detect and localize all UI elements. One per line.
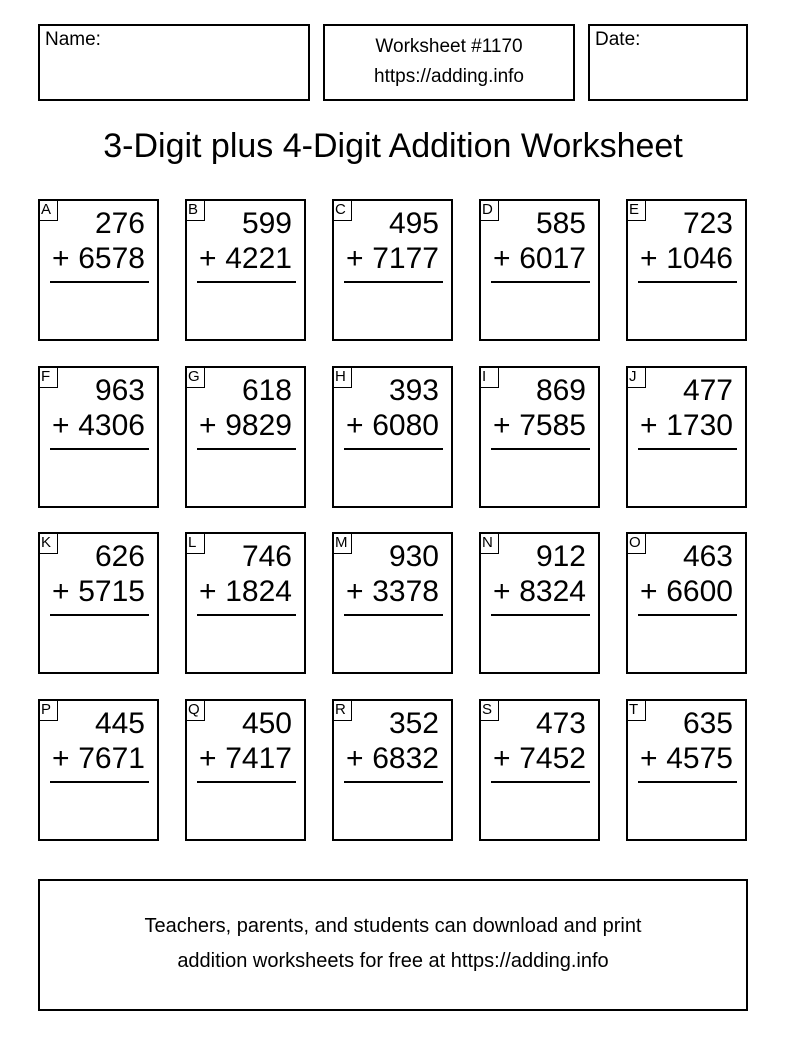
problem-card: [332, 199, 453, 341]
plus-sign: +: [199, 409, 217, 442]
worksheet-id: Worksheet #1170: [375, 36, 523, 57]
addend-bottom: 6017: [519, 242, 586, 275]
problem-card: [479, 199, 600, 341]
answer-line: [491, 281, 590, 283]
problem-card: [185, 199, 306, 341]
plus-sign: +: [346, 742, 364, 775]
problem-card: [185, 366, 306, 508]
problem-letter: A: [38, 199, 58, 221]
addend-top: 746: [241, 540, 292, 573]
answer-line: [491, 781, 590, 783]
answer-line: [344, 781, 443, 783]
problem-letter: J: [626, 366, 646, 388]
name-field[interactable]: [38, 24, 310, 101]
plus-sign: +: [346, 242, 364, 275]
answer-line: [197, 614, 296, 616]
addend-top: 869: [535, 374, 586, 407]
addend-bottom: 4306: [78, 409, 145, 442]
addend-top: 618: [241, 374, 292, 407]
worksheet-url: https://adding.info: [374, 66, 524, 87]
answer-line: [50, 448, 149, 450]
problem-card: [38, 532, 159, 674]
addend-bottom: 7417: [225, 742, 292, 775]
addend-top: 276: [94, 207, 145, 240]
addend-bottom: 8324: [519, 575, 586, 608]
answer-line: [344, 448, 443, 450]
worksheet-info-box: [323, 24, 575, 101]
name-label: Name:: [45, 29, 101, 50]
addend-top: 599: [241, 207, 292, 240]
addend-top: 495: [388, 207, 439, 240]
date-label: Date:: [595, 29, 641, 50]
plus-sign: +: [640, 409, 658, 442]
problem-card: [626, 366, 747, 508]
problem-card: [185, 699, 306, 841]
addend-bottom: 4575: [666, 742, 733, 775]
problem-letter: F: [38, 366, 58, 388]
answer-line: [197, 281, 296, 283]
answer-line: [197, 781, 296, 783]
problem-letter: C: [332, 199, 352, 221]
plus-sign: +: [52, 575, 70, 608]
problem-letter: B: [185, 199, 205, 221]
problem-letter: H: [332, 366, 352, 388]
problem-letter: O: [626, 532, 646, 554]
answer-line: [50, 281, 149, 283]
answer-line: [638, 448, 737, 450]
problem-letter: Q: [185, 699, 205, 721]
addend-bottom: 6578: [78, 242, 145, 275]
answer-line: [638, 614, 737, 616]
addend-top: 463: [682, 540, 733, 573]
problem-letter: L: [185, 532, 205, 554]
answer-line: [491, 448, 590, 450]
problem-card: [38, 699, 159, 841]
plus-sign: +: [640, 575, 658, 608]
plus-sign: +: [640, 742, 658, 775]
plus-sign: +: [52, 242, 70, 275]
addend-bottom: 4221: [225, 242, 292, 275]
addend-bottom: 7452: [519, 742, 586, 775]
date-field[interactable]: [588, 24, 748, 101]
problem-card: [38, 366, 159, 508]
plus-sign: +: [640, 242, 658, 275]
plus-sign: +: [199, 742, 217, 775]
problem-card: [38, 199, 159, 341]
problem-card: [479, 366, 600, 508]
problem-letter: E: [626, 199, 646, 221]
addend-top: 585: [535, 207, 586, 240]
answer-line: [197, 448, 296, 450]
addend-bottom: 5715: [78, 575, 145, 608]
problem-card: [332, 532, 453, 674]
addend-bottom: 6600: [666, 575, 733, 608]
addend-bottom: 7671: [78, 742, 145, 775]
addend-bottom: 3378: [372, 575, 439, 608]
addend-bottom: 1730: [666, 409, 733, 442]
addend-bottom: 7177: [372, 242, 439, 275]
problem-letter: M: [332, 532, 352, 554]
addend-bottom: 6832: [372, 742, 439, 775]
problem-card: [332, 366, 453, 508]
problem-letter: I: [479, 366, 499, 388]
problem-card: [626, 699, 747, 841]
addend-bottom: 1046: [666, 242, 733, 275]
footer-box: [38, 879, 748, 1011]
page-title: 3-Digit plus 4-Digit Addition Worksheet: [103, 127, 683, 165]
addend-bottom: 6080: [372, 409, 439, 442]
problem-letter: P: [38, 699, 58, 721]
problem-letter: G: [185, 366, 205, 388]
problem-card: [479, 532, 600, 674]
problem-card: [332, 699, 453, 841]
plus-sign: +: [199, 242, 217, 275]
problem-card: [626, 199, 747, 341]
addend-top: 477: [682, 374, 733, 407]
plus-sign: +: [493, 242, 511, 275]
addend-top: 912: [535, 540, 586, 573]
answer-line: [638, 281, 737, 283]
plus-sign: +: [493, 575, 511, 608]
problem-letter: T: [626, 699, 646, 721]
addend-top: 445: [94, 707, 145, 740]
addend-top: 723: [682, 207, 733, 240]
addend-top: 963: [94, 374, 145, 407]
addend-top: 450: [241, 707, 292, 740]
answer-line: [491, 614, 590, 616]
plus-sign: +: [493, 742, 511, 775]
problem-card: [626, 532, 747, 674]
footer-line-2: addition worksheets for free at https://adding.info: [177, 950, 609, 972]
addend-bottom: 7585: [519, 409, 586, 442]
addend-top: 473: [535, 707, 586, 740]
problem-card: [479, 699, 600, 841]
plus-sign: +: [52, 409, 70, 442]
problem-card: [185, 532, 306, 674]
footer-line-1: Teachers, parents, and students can download and print: [144, 915, 642, 937]
plus-sign: +: [346, 575, 364, 608]
plus-sign: +: [199, 575, 217, 608]
problem-letter: R: [332, 699, 352, 721]
problem-letter: N: [479, 532, 499, 554]
problem-letter: S: [479, 699, 499, 721]
problem-letter: D: [479, 199, 499, 221]
answer-line: [344, 614, 443, 616]
addend-bottom: 9829: [225, 409, 292, 442]
addend-top: 393: [388, 374, 439, 407]
addend-top: 635: [682, 707, 733, 740]
addend-bottom: 1824: [225, 575, 292, 608]
answer-line: [50, 614, 149, 616]
addend-top: 626: [94, 540, 145, 573]
answer-line: [50, 781, 149, 783]
plus-sign: +: [493, 409, 511, 442]
answer-line: [638, 781, 737, 783]
addend-top: 930: [388, 540, 439, 573]
plus-sign: +: [346, 409, 364, 442]
answer-line: [344, 281, 443, 283]
problem-letter: K: [38, 532, 58, 554]
plus-sign: +: [52, 742, 70, 775]
addend-top: 352: [388, 707, 439, 740]
